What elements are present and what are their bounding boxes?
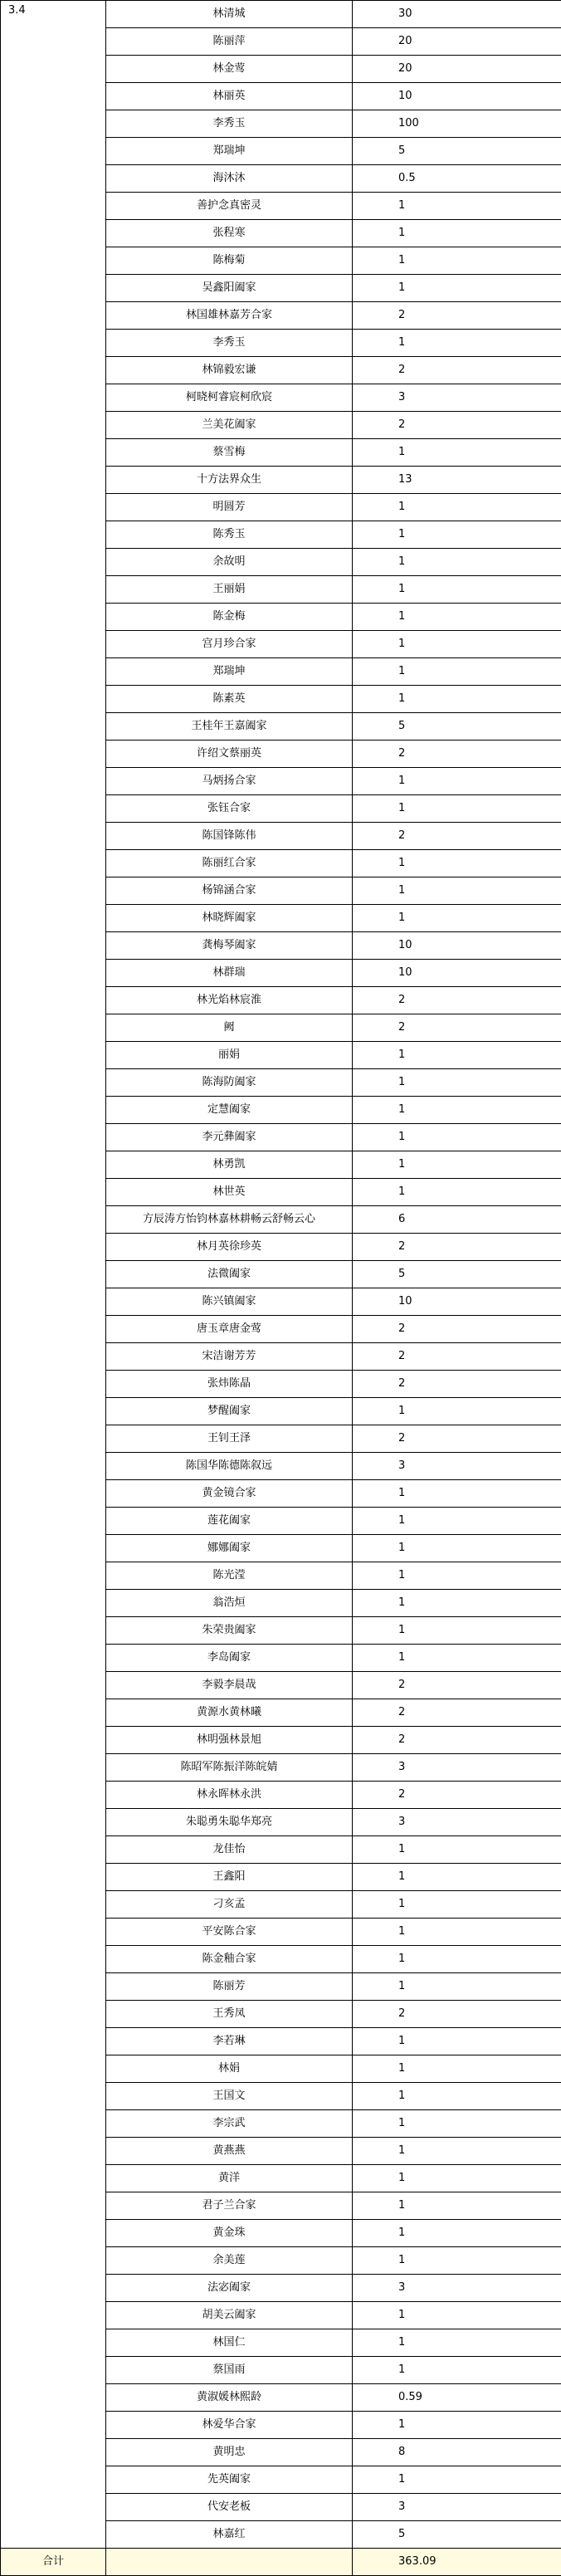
donation-amount-cell: 2 (353, 357, 561, 384)
donation-amount-cell: 1 (353, 2028, 561, 2055)
category-cell: 3.4 (1, 1, 106, 2549)
donor-name-cell: 梦醒阖家 (106, 1398, 353, 1425)
donation-amount-cell: 1 (353, 1836, 561, 1864)
donor-name-cell: 余故明 (106, 549, 353, 576)
donation-amount-cell: 1 (353, 1179, 561, 1206)
donation-amount-cell: 20 (353, 28, 561, 56)
donor-name-cell: 黄明忠 (106, 2439, 353, 2466)
donor-name-cell: 翁浩烜 (106, 1590, 353, 1617)
donation-amount-cell: 2 (353, 1425, 561, 1453)
donor-name-cell: 柯晓柯睿宸柯欣宸 (106, 384, 353, 412)
donor-name-cell: 王秀凤 (106, 2001, 353, 2028)
donation-table-body (1, 1, 561, 2576)
donor-name-cell: 杨锦涵合家 (106, 877, 353, 905)
donation-amount-cell: 1 (353, 850, 561, 877)
donor-name-cell: 黄淑媛林熙龄 (106, 2384, 353, 2412)
donor-name-cell: 宋洁谢芳芳 (106, 1343, 353, 1371)
donation-amount-cell: 1 (353, 521, 561, 549)
donor-name-cell: 林清城 (106, 1, 353, 28)
donation-amount-cell: 2 (353, 1316, 561, 1343)
donor-name-cell: 陈光滢 (106, 1562, 353, 1590)
donation-amount-cell: 3 (353, 2494, 561, 2521)
donor-name-cell: 陈丽芳 (106, 1973, 353, 2001)
donor-name-cell: 定慧阖家 (106, 1097, 353, 1124)
donation-amount-cell: 2 (353, 1371, 561, 1398)
donor-name-cell: 陈昭军陈振洋陈皖婧 (106, 1754, 353, 1782)
donation-amount-cell: 1 (353, 2165, 561, 2192)
donor-name-cell: 莲花阖家 (106, 1508, 353, 1535)
donation-amount-cell: 1 (353, 220, 561, 247)
donation-amount-cell: 8 (353, 2439, 561, 2466)
donor-name-cell: 林丽英 (106, 83, 353, 110)
donation-amount-cell: 10 (353, 932, 561, 960)
donor-name-cell: 方辰涛方怡钧林嘉林耕畅云舒畅云心 (106, 1206, 353, 1234)
donor-name-cell: 陈金釉合家 (106, 1946, 353, 1973)
donation-amount-cell: 10 (353, 960, 561, 987)
donation-amount-cell: 2 (353, 412, 561, 439)
donation-amount-cell: 2 (353, 1234, 561, 1261)
donor-name-cell: 刁亥孟 (106, 1891, 353, 1919)
donor-name-cell: 陈丽红合家 (106, 850, 353, 877)
donor-name-cell: 善护念真密灵 (106, 193, 353, 220)
donor-name-cell: 唐玉章唐金莺 (106, 1316, 353, 1343)
donor-name-cell: 林晓辉阖家 (106, 905, 353, 932)
donation-amount-cell: 1 (353, 2329, 561, 2357)
donation-amount-cell: 1 (353, 330, 561, 357)
donation-amount-cell: 1 (353, 494, 561, 521)
donation-amount-cell: 1 (353, 193, 561, 220)
donation-amount-cell: 1 (353, 2055, 561, 2083)
donor-name-cell: 兰美花阖家 (106, 412, 353, 439)
donor-name-cell: 李毅李晨哉 (106, 1672, 353, 1699)
donor-name-cell: 海沐沐 (106, 165, 353, 193)
donor-name-cell: 李元彝阖家 (106, 1124, 353, 1151)
donation-amount-cell: 1 (353, 1097, 561, 1124)
donation-amount-cell: 20 (353, 56, 561, 83)
donation-amount-cell: 1 (353, 2083, 561, 2110)
donation-amount-cell: 2 (353, 1014, 561, 1042)
donor-name-cell: 林国仁 (106, 2329, 353, 2357)
donation-amount-cell: 5 (353, 2521, 561, 2549)
donor-name-cell: 陈素英 (106, 686, 353, 713)
donation-amount-cell: 1 (353, 686, 561, 713)
donation-amount-cell: 1 (353, 877, 561, 905)
donation-amount-cell: 0.5 (353, 165, 561, 193)
donation-amount-cell: 2 (353, 987, 561, 1014)
donation-amount-cell: 2 (353, 741, 561, 768)
donation-amount-cell: 13 (353, 467, 561, 494)
donor-name-cell: 林娟 (106, 2055, 353, 2083)
donation-amount-cell: 1 (353, 2220, 561, 2247)
donation-amount-cell: 1 (353, 2192, 561, 2220)
donor-name-cell: 平安陈合家 (106, 1919, 353, 1946)
donation-amount-cell: 1 (353, 1042, 561, 1069)
donation-amount-cell: 3 (353, 2275, 561, 2302)
donation-amount-cell: 1 (353, 2357, 561, 2384)
donor-name-cell: 黄金镜合家 (106, 1480, 353, 1508)
donor-name-cell: 许绍文蔡丽英 (106, 741, 353, 768)
donation-amount-cell: 1 (353, 1508, 561, 1535)
donation-amount-cell: 2 (353, 1727, 561, 1754)
donation-amount-cell: 1 (353, 1535, 561, 1562)
donor-name-cell: 黄源水黄林曦 (106, 1699, 353, 1727)
donor-name-cell: 李若琳 (106, 2028, 353, 2055)
donor-name-cell: 娜娜阖家 (106, 1535, 353, 1562)
donor-name-cell: 李秀玉 (106, 330, 353, 357)
donation-amount-cell: 10 (353, 1288, 561, 1316)
donation-amount-cell: 1 (353, 631, 561, 658)
donation-amount-cell: 1 (353, 1645, 561, 1672)
donor-name-cell: 林国雄林嘉芳合家 (106, 302, 353, 330)
donation-amount-cell: 1 (353, 2110, 561, 2138)
donor-name-cell: 代安老板 (106, 2494, 353, 2521)
donation-amount-cell: 1 (353, 1398, 561, 1425)
donor-name-cell: 阙 (106, 1014, 353, 1042)
donor-name-cell: 吴鑫阳阖家 (106, 275, 353, 302)
donation-amount-cell: 1 (353, 1480, 561, 1508)
donor-name-cell: 林群瑞 (106, 960, 353, 987)
donor-name-cell: 陈国锋陈伟 (106, 823, 353, 850)
donation-amount-cell: 1 (353, 1562, 561, 1590)
donor-name-cell: 郑瑞坤 (106, 658, 353, 686)
donor-name-cell: 黄金珠 (106, 2220, 353, 2247)
donation-amount-cell: 1 (353, 1590, 561, 1617)
donor-name-cell: 王桂年王嘉阖家 (106, 713, 353, 741)
donation-amount-cell: 3 (353, 1453, 561, 1480)
total-row (1, 2549, 561, 2576)
donor-name-cell: 陈兴镇阖家 (106, 1288, 353, 1316)
donation-amount-cell: 1 (353, 1891, 561, 1919)
donor-name-cell: 胡美云阖家 (106, 2302, 353, 2329)
donor-name-cell: 林世英 (106, 1179, 353, 1206)
donation-amount-cell: 1 (353, 2302, 561, 2329)
donation-amount-cell: 2 (353, 1343, 561, 1371)
donation-amount-cell: 1 (353, 549, 561, 576)
donation-amount-cell: 1 (353, 1124, 561, 1151)
donor-name-cell: 龚梅琴阖家 (106, 932, 353, 960)
donor-name-cell: 王钊王泽 (106, 1425, 353, 1453)
donation-amount-cell: 1 (353, 768, 561, 795)
donation-amount-cell: 5 (353, 138, 561, 165)
donation-amount-cell: 1 (353, 2412, 561, 2439)
donor-name-cell: 丽娟 (106, 1042, 353, 1069)
total-label: 合计 (1, 2549, 106, 2576)
donor-name-cell: 郑瑞坤 (106, 138, 353, 165)
donor-name-cell: 马炳扬合家 (106, 768, 353, 795)
donation-amount-cell: 1 (353, 247, 561, 275)
donation-amount-cell: 1 (353, 439, 561, 467)
donor-name-cell: 龙佳怡 (106, 1836, 353, 1864)
donation-amount-cell: 1 (353, 905, 561, 932)
donor-name-cell: 林金莺 (106, 56, 353, 83)
donor-name-cell: 先英阖家 (106, 2466, 353, 2494)
donor-name-cell: 林永晖林永洪 (106, 1782, 353, 1809)
donation-amount-cell: 1 (353, 1069, 561, 1097)
donor-name-cell: 李岛阖家 (106, 1645, 353, 1672)
donor-name-cell: 黄洋 (106, 2165, 353, 2192)
donor-name-cell: 林明强林景旭 (106, 1727, 353, 1754)
donor-name-cell: 黄燕燕 (106, 2138, 353, 2165)
donor-name-cell: 十方法界众生 (106, 467, 353, 494)
donation-amount-cell: 5 (353, 713, 561, 741)
donation-amount-cell: 1 (353, 658, 561, 686)
donation-amount-cell: 30 (353, 1, 561, 28)
donor-name-cell: 宫月珍合家 (106, 631, 353, 658)
donation-amount-cell: 0.59 (353, 2384, 561, 2412)
donor-name-cell: 陈丽萍 (106, 28, 353, 56)
donor-name-cell: 陈国华陈德陈叙远 (106, 1453, 353, 1480)
donor-name-cell: 王国文 (106, 2083, 353, 2110)
donation-amount-cell: 2 (353, 2001, 561, 2028)
donation-amount-cell: 1 (353, 1151, 561, 1179)
donor-name-cell: 林爱华合家 (106, 2412, 353, 2439)
donation-amount-cell: 1 (353, 576, 561, 604)
donation-amount-cell: 5 (353, 1261, 561, 1288)
donor-name-cell: 王鑫阳 (106, 1864, 353, 1891)
donation-amount-cell: 1 (353, 1919, 561, 1946)
donor-name-cell: 张炜陈晶 (106, 1371, 353, 1398)
donation-amount-cell: 1 (353, 1946, 561, 1973)
donation-amount-cell: 100 (353, 110, 561, 138)
donor-name-cell: 君子兰合家 (106, 2192, 353, 2220)
donation-amount-cell: 3 (353, 384, 561, 412)
table-row (1, 1, 561, 28)
donor-name-cell: 林月英徐珍英 (106, 1234, 353, 1261)
donation-amount-cell: 2 (353, 302, 561, 330)
donor-name-cell: 朱聪勇朱聪华郑亮 (106, 1809, 353, 1836)
donor-name-cell: 林勇凯 (106, 1151, 353, 1179)
donor-name-cell: 张钰合家 (106, 795, 353, 823)
donor-name-cell: 余美莲 (106, 2247, 353, 2275)
donation-amount-cell: 1 (353, 2466, 561, 2494)
donor-name-cell: 蔡雪梅 (106, 439, 353, 467)
donation-amount-cell: 2 (353, 1672, 561, 1699)
donation-amount-cell: 2 (353, 1782, 561, 1809)
donation-amount-cell: 10 (353, 83, 561, 110)
donor-name-cell: 陈金梅 (106, 604, 353, 631)
donation-amount-cell: 2 (353, 823, 561, 850)
donation-amount-cell: 3 (353, 1809, 561, 1836)
donation-amount-cell: 1 (353, 2247, 561, 2275)
donor-name-cell: 法微阖家 (106, 1261, 353, 1288)
donor-name-cell: 王丽娟 (106, 576, 353, 604)
donation-amount-cell: 1 (353, 604, 561, 631)
donor-name-cell: 林光焰林宸淮 (106, 987, 353, 1014)
donor-name-cell: 陈海防阖家 (106, 1069, 353, 1097)
donor-name-cell: 朱荣贵阖家 (106, 1617, 353, 1645)
donor-name-cell: 李宗武 (106, 2110, 353, 2138)
total-empty-cell (106, 2549, 353, 2576)
donation-amount-cell: 1 (353, 1864, 561, 1891)
donation-amount-cell: 6 (353, 1206, 561, 1234)
donor-name-cell: 林嘉红 (106, 2521, 353, 2549)
donor-name-cell: 明圆芳 (106, 494, 353, 521)
donation-amount-cell: 1 (353, 275, 561, 302)
donation-amount-cell: 1 (353, 1617, 561, 1645)
donor-name-cell: 法宓阖家 (106, 2275, 353, 2302)
donation-amount-cell: 3 (353, 1754, 561, 1782)
donation-amount-cell: 1 (353, 795, 561, 823)
donor-name-cell: 陈秀玉 (106, 521, 353, 549)
donor-name-cell: 李秀玉 (106, 110, 353, 138)
total-value: 363.09 (353, 2549, 561, 2576)
donation-amount-cell: 1 (353, 1973, 561, 2001)
donor-name-cell: 蔡国雨 (106, 2357, 353, 2384)
donation-amount-cell: 1 (353, 2138, 561, 2165)
donor-name-cell: 张程寒 (106, 220, 353, 247)
donor-name-cell: 陈梅菊 (106, 247, 353, 275)
donor-name-cell: 林锦毅宏谦 (106, 357, 353, 384)
donation-amount-cell: 2 (353, 1699, 561, 1727)
